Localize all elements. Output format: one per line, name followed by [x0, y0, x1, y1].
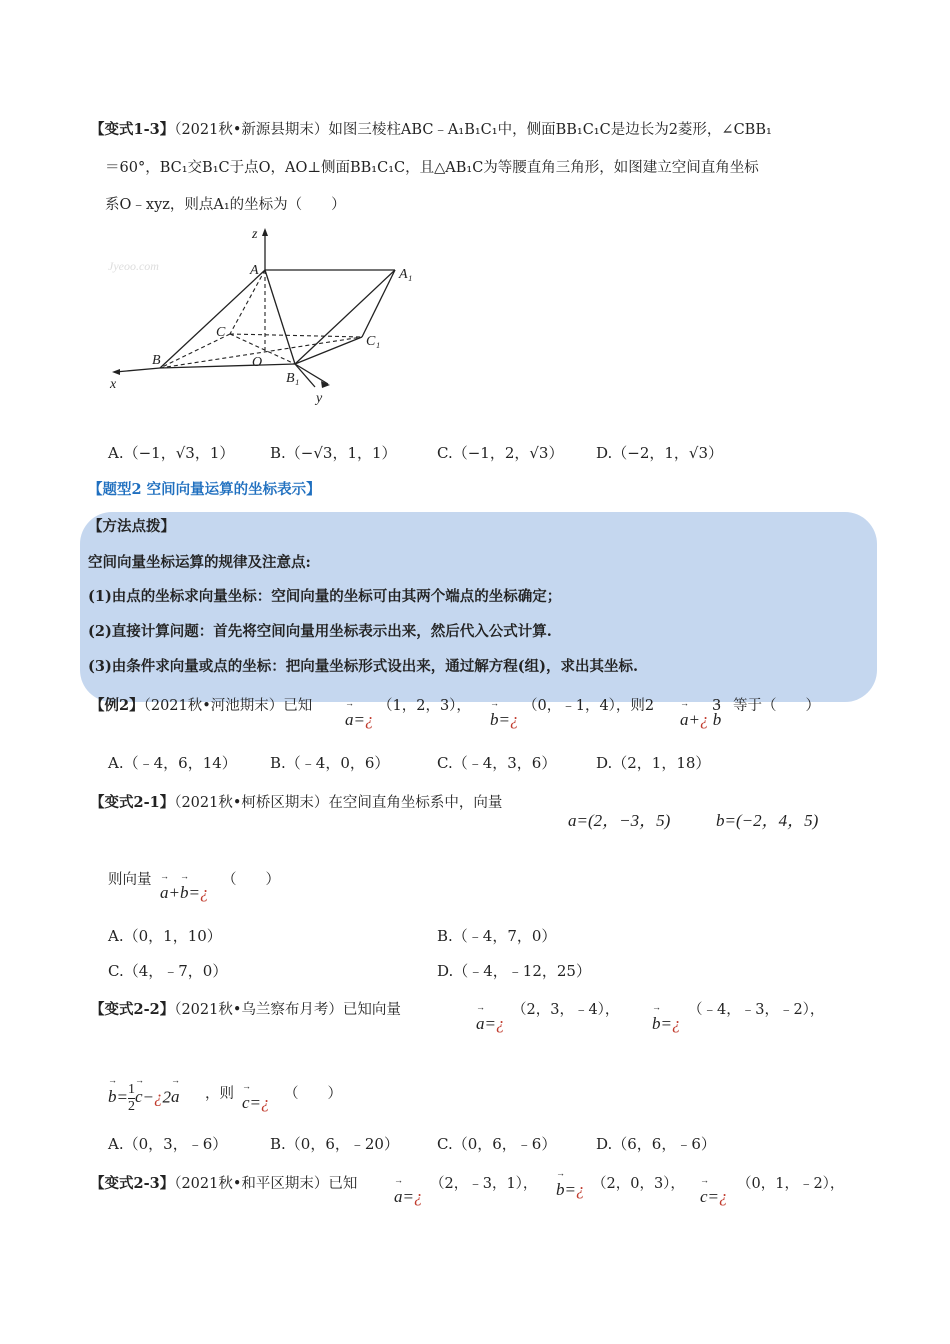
figure-label-B1: B₁ [286, 371, 300, 386]
problem-v13-line1: 【变式1-3】（2021秋•新源县期末）如图三棱柱ABC﹣A₁B₁C₁中，侧面BB₁C₁C是边长为2菱形，∠CBB₁ [90, 121, 772, 138]
ex2-tail-num: 3 [712, 698, 722, 714]
v13-option-d: D.（−2，1，√3） [596, 444, 724, 462]
method-line2: (2)直接计算问题：首先将空间向量用坐标表示出来，然后代入公式计算. [88, 623, 552, 640]
figure-label-O: O [252, 355, 263, 370]
v22-option-d: D.（6，6，﹣6） [596, 1135, 716, 1153]
v13-option-a: A.（−1，√3，1） [108, 444, 235, 462]
v21-option-c: C.（4，﹣7，0） [108, 962, 228, 980]
v21-sum-expr: → a+→ b=¿ [160, 883, 208, 903]
figure-watermark: Jyeoo.com [108, 259, 159, 273]
figure-label-z: z [252, 227, 258, 242]
ex2-b-value: （0，﹣1，4），则2 [523, 698, 655, 714]
v22-option-c: C.（0，6，﹣6） [437, 1135, 557, 1153]
v23-c-value: （0，1，﹣2）， [737, 1176, 845, 1192]
v23-b-value: （2，0，3）， [592, 1176, 685, 1192]
figure-label-C: C [216, 325, 226, 340]
v21-a-expr: a=(2，−3，5) [568, 811, 671, 830]
ex2-option-b: B.（﹣4，0，6） [270, 754, 390, 772]
method-line0: 空间向量坐标运算的规律及注意点: [88, 554, 311, 571]
figure-label-A1: A₁ [399, 267, 413, 282]
v22-b-expr: → b=¿ [652, 1014, 680, 1034]
ex2-option-a: A.（﹣4，6，14） [108, 754, 237, 772]
v22-line1: 【变式2-2】（2021秋•乌兰察布月考）已知向量 [90, 1001, 401, 1018]
figure-label-x: x [110, 377, 117, 392]
figure-label-A: A [250, 263, 259, 278]
v21-b-expr: b=(−2，4，5) [716, 811, 819, 830]
ex2-line: 【例2】（2021秋•河池期末）已知 [90, 697, 313, 714]
method-title: 【方法点拨】 [88, 518, 175, 535]
problem-v13-line3: 系O﹣xyz，则点A₁的坐标为（ ） [105, 197, 346, 213]
ex2-option-d: D.（2，1，18） [596, 754, 711, 772]
v23-c-expr: → c=¿ [700, 1187, 728, 1207]
v21-option-b: B.（﹣4，7，0） [437, 927, 557, 945]
ex2-sum-expr: → a+¿ → b [680, 710, 721, 730]
v21-option-a: A.（0，1，10） [108, 927, 222, 945]
ex2-a-expr: → a=¿ [345, 710, 373, 730]
ex2-a-value: （1，2，3）， [378, 698, 471, 714]
v13-option-b: B.（−√3，1，1） [270, 444, 397, 462]
v22-a-expr: → a=¿ [476, 1014, 504, 1034]
ex2-option-c: C.（﹣4，3，6） [437, 754, 557, 772]
v22-equation: → b= $\frac{1}{2}$ → c−¿2→ a [108, 1082, 180, 1115]
v21-line2: 则向量 [108, 872, 152, 888]
v23-b-expr: → b=¿ [556, 1180, 584, 1200]
v23-a-expr: → a=¿ [394, 1187, 422, 1207]
section-heading: 【题型2 空间向量运算的坐标表示】 [88, 481, 321, 498]
v21-paren: （ ） [222, 872, 280, 888]
v22-then: ，则 [205, 1086, 234, 1102]
figure-label-B: B [152, 353, 161, 368]
v22-paren: （ ） [284, 1086, 342, 1102]
v13-option-c: C.（−1，2，√3） [437, 444, 564, 462]
ex2-b-expr: → b=¿ [490, 710, 518, 730]
ex2-tail: 等于（ ） [733, 698, 820, 714]
v22-option-b: B.（0，6，﹣20） [270, 1135, 399, 1153]
v22-b-value: （﹣4，﹣3，﹣2）， [688, 1002, 825, 1018]
problem-v13-line2: ＝60°，BC₁交B₁C于点O，AO⊥侧面BB₁C₁C，且△AB₁C为等腰直角三角形，如图建立空间直角坐标 [105, 160, 759, 176]
v23-line1: 【变式2-3】（2021秋•和平区期末）已知 [90, 1175, 358, 1192]
figure-label-y: y [316, 391, 323, 406]
v21-option-d: D.（﹣4，﹣12，25） [437, 962, 591, 980]
method-line1: (1)由点的坐标求向量坐标：空间向量的坐标可由其两个端点的坐标确定； [88, 588, 562, 605]
method-line3: (3)由条件求向量或点的坐标：把向量坐标形式设出来，通过解方程(组)，求出其坐标. [88, 658, 639, 675]
v22-a-value: （2，3，﹣4）， [512, 1002, 620, 1018]
v22-option-a: A.（0，3，﹣6） [108, 1135, 228, 1153]
figure-label-C1: C₁ [366, 334, 381, 349]
v23-a-value: （2，﹣3，1）， [430, 1176, 538, 1192]
v21-line1: 【变式2-1】（2021秋•柯桥区期末）在空间直角坐标系中，向量 [90, 794, 503, 811]
v22-c-expr: → c=¿ [242, 1093, 270, 1113]
prism-figure [100, 222, 430, 407]
